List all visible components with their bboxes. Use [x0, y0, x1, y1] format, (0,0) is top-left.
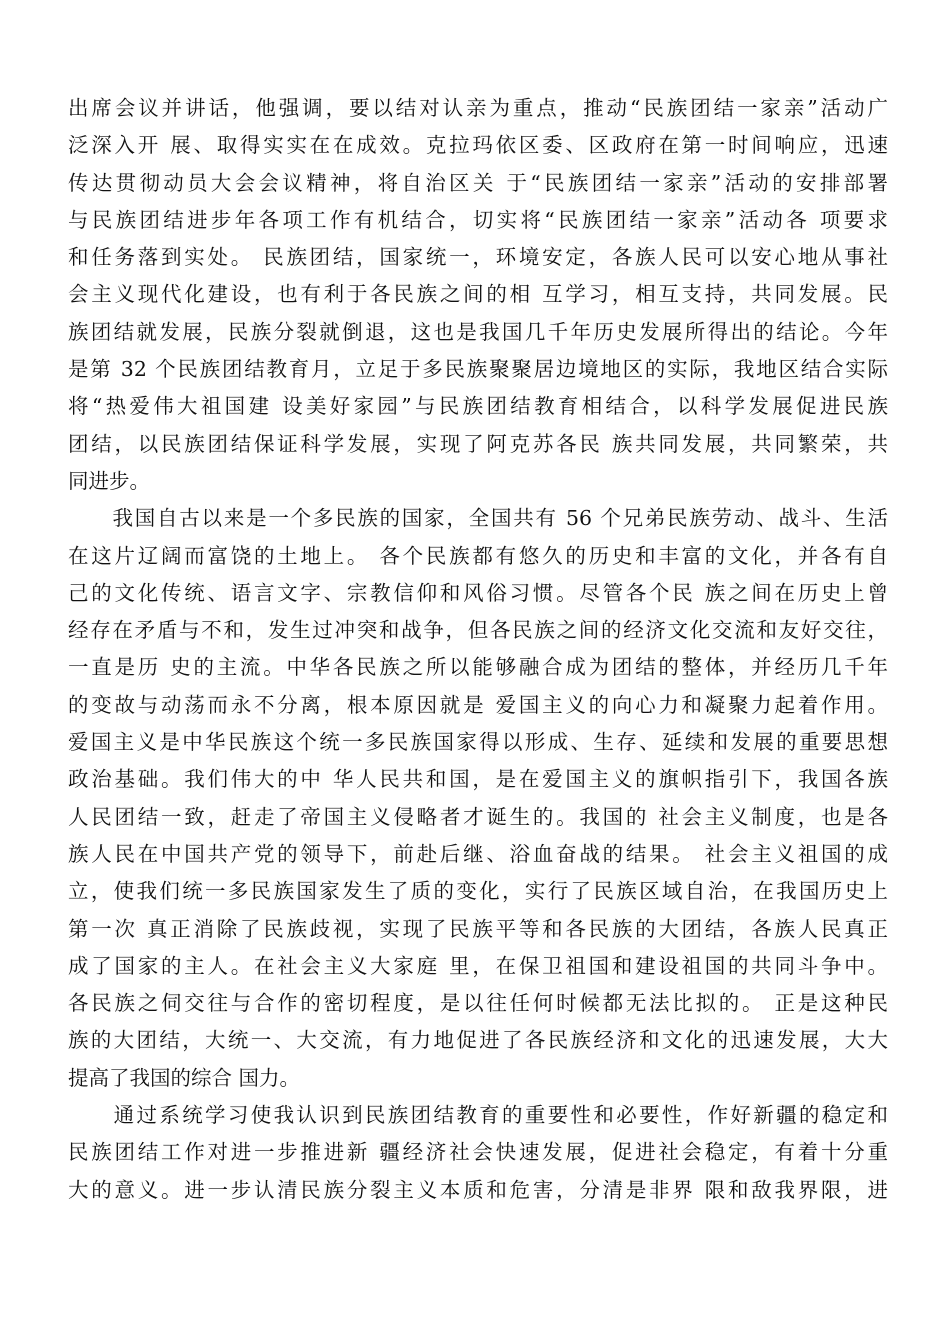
text-line-23: 第一次 真正消除了民族歧视，实现了民族平等和各民族的大团结，各族人民真正 — [68, 916, 888, 941]
text-line-24: 成了国家的主人。在社会主义大家庭 里，在保卫祖国和建设祖国的共同斗争中。 — [68, 953, 888, 978]
text-line-02: 泛深入开 展、取得实实在在成效。克拉玛依区委、区政府在第一时间响应，迅速 — [68, 133, 888, 158]
text-line-19: 政治基础。我们伟大的中 华人民共和国，是在爱国主义的旗帜指引下，我国各族 — [68, 767, 888, 792]
text-line-05: 和任务落到实处。 民族团结，国家统一，环境安定，各族人民可以安心地从事社 — [68, 245, 888, 270]
text-line-30: 大的意义。进一步认清民族分裂主义本质和危害，分清是非界 限和敌我界限，进 — [68, 1177, 888, 1202]
text-line-18: 爱国主义是中华民族这个统一多民族国家得以形成、生存、延续和发展的重要思想 — [68, 730, 888, 755]
text-line-22: 立，使我们统一多民族国家发生了质的变化，实行了民族区域自治，在我国历史上 — [68, 879, 888, 904]
text-line-29: 民族团结工作对进一步推进新 疆经济社会快速发展，促进社会稳定，有着十分重 — [68, 1140, 888, 1165]
text-line-26: 族的大团结，大统一、大交流，有力地促进了各民族经济和文化的迅速发展，大大 — [68, 1028, 888, 1053]
text-line-14: 己的文化传统、语言文字、宗教信仰和风俗习惯。尽管各个民 族之间在历史上曾 — [68, 580, 888, 605]
text-line-03: 传达贯彻动员大会会议精神，将自治区关 于“民族团结一家亲”活动的安排部署 — [68, 170, 888, 195]
text-line-20: 人民团结一致，赶走了帝国主义侵略者才诞生的。我国的 社会主义制度，也是各 — [68, 804, 888, 829]
text-line-11: 同进步。 — [68, 468, 150, 493]
text-line-10: 团结，以民族团结保证科学发展，实现了阿克苏各民 族共同发展，共同繁荣，共 — [68, 431, 888, 456]
text-line-21: 族人民在中国共产党的领导下，前赴后继、浴血奋战的结果。 社会主义祖国的成 — [68, 841, 888, 866]
text-line-04: 与民族团结进步年各项工作有机结合，切实将“民族团结一家亲”活动各 项要求 — [68, 207, 888, 232]
text-line-28: 通过系统学习使我认识到民族团结教育的重要性和必要性，作好新疆的稳定和 — [68, 1103, 888, 1128]
text-line-17: 的变故与动荡而永不分离，根本原因就是 爱国主义的向心力和凝聚力起着作用。 — [68, 692, 888, 717]
text-line-08: 是第 32 个民族团结教育月，立足于多民族聚聚居边境地区的实际，我地区结合实际 — [68, 357, 888, 382]
text-line-06: 会主义现代化建设，也有利于各民族之间的相 互学习，相互支持，共同发展。民 — [68, 282, 888, 307]
text-line-27: 提高了我国的综合 国力。 — [68, 1065, 301, 1090]
text-line-12: 我国自古以来是一个多民族的国家，全国共有 56 个兄弟民族劳动、战斗、生活 — [68, 506, 888, 531]
text-line-15: 经存在矛盾与不和，发生过冲突和战争，但各民族之间的经济文化交流和友好交往， — [68, 618, 888, 643]
text-line-25: 各民族之伺交往与合作的密切程度，是以往任何时候都无法比拟的。 正是这种民 — [68, 991, 888, 1016]
text-line-09: 将“热爱伟大祖国建 设美好家园”与民族团结教育相结合，以科学发展促进民族 — [68, 394, 888, 419]
text-line-07: 族团结就发展，民族分裂就倒退，这也是我国几千年历史发展所得出的结论。今年 — [68, 319, 888, 344]
text-line-01: 出席会议并讲话，他强调，要以结对认亲为重点，推动“民族团结一家亲”活动广 — [68, 96, 888, 120]
document-page — [68, 90, 888, 1209]
text-line-16: 一直是历 史的主流。中华各民族之所以能够融合成为团结的整体，并经历几千年 — [68, 655, 888, 680]
text-line-13: 在这片辽阔而富饶的土地上。 各个民族都有悠久的历史和丰富的文化，并各有自 — [68, 543, 888, 568]
